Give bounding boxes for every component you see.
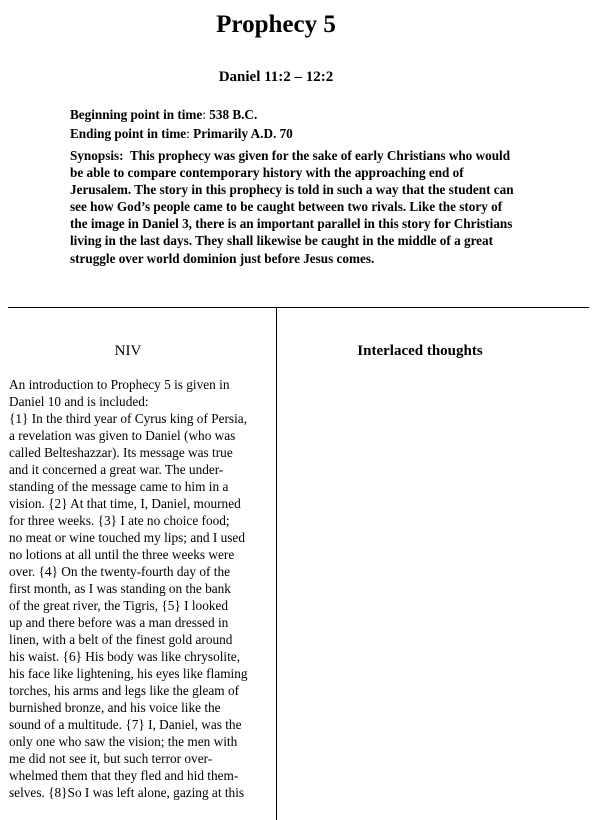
column-divider xyxy=(276,307,277,820)
beginning-point-label: Beginning point in time xyxy=(70,107,203,122)
scripture-reference: Daniel 11:2 – 12:2 xyxy=(218,69,334,85)
niv-column-heading: NIV xyxy=(114,343,142,359)
horizontal-divider xyxy=(8,307,589,308)
ending-point-separator: : xyxy=(186,126,194,141)
ending-point-value: Primarily A.D. 70 xyxy=(193,126,293,141)
interlaced-thoughts-heading: Interlaced thoughts xyxy=(357,343,483,359)
ending-point xyxy=(70,125,515,142)
synopsis xyxy=(70,147,515,267)
beginning-point-value: 538 B.C. xyxy=(209,107,258,122)
ending-point-label: Ending point in time xyxy=(70,126,187,141)
niv-passage-text: An introduction to Prophecy 5 is given in Daniel 10 and is included: {1} In the third year of Cyrus king of Persia, a revelation was given to Daniel (who was called Belteshazzar). Its message was true and it concerned a great war. The under- standing of the message came to him in a vision. {2} At that time, I, Daniel, mourned for three weeks. {3} I ate no choice food; no meat or wine touched my lips; and I used no lotions at all until the three weeks were over. {4} On the twenty-fourth day of the first month, as I was standing on the bank of the great river, the Tigris, {5} I looked up and there before was a man dressed in linen, with a belt of the finest gold around his waist. {6} His body was like chrysolite, his face like lightening, his eyes like flaming torches, his arms and legs like the gleam of burnished bronze, and his voice like the sound of a multitude. {7} I, Daniel, was the only one who saw the vision; the men with me did not see it, but such terror over- whelmed them that they fled and hid them- selves. {8}So I was left alone, gazing at this xyxy=(9,377,248,800)
page-title: Prophecy 5 xyxy=(216,11,336,38)
beginning-point-separator: : xyxy=(202,107,210,122)
synopsis-label: Synopsis: xyxy=(70,148,124,163)
beginning-point xyxy=(70,106,515,123)
synopsis-text: This prophecy was given for the sake of early Christians who would be able to compare contemporary history with the approaching end of Jerusalem. The story in this prophecy is told in such a way that the student can see how God’s people came to be caught between two rivals. Like the story of the image in Daniel 3, there is an important parallel in this story for Christians living in the last days. They shall likewise be caught in the middle of a great struggle over world dominion just before Jesus comes. xyxy=(70,148,514,266)
